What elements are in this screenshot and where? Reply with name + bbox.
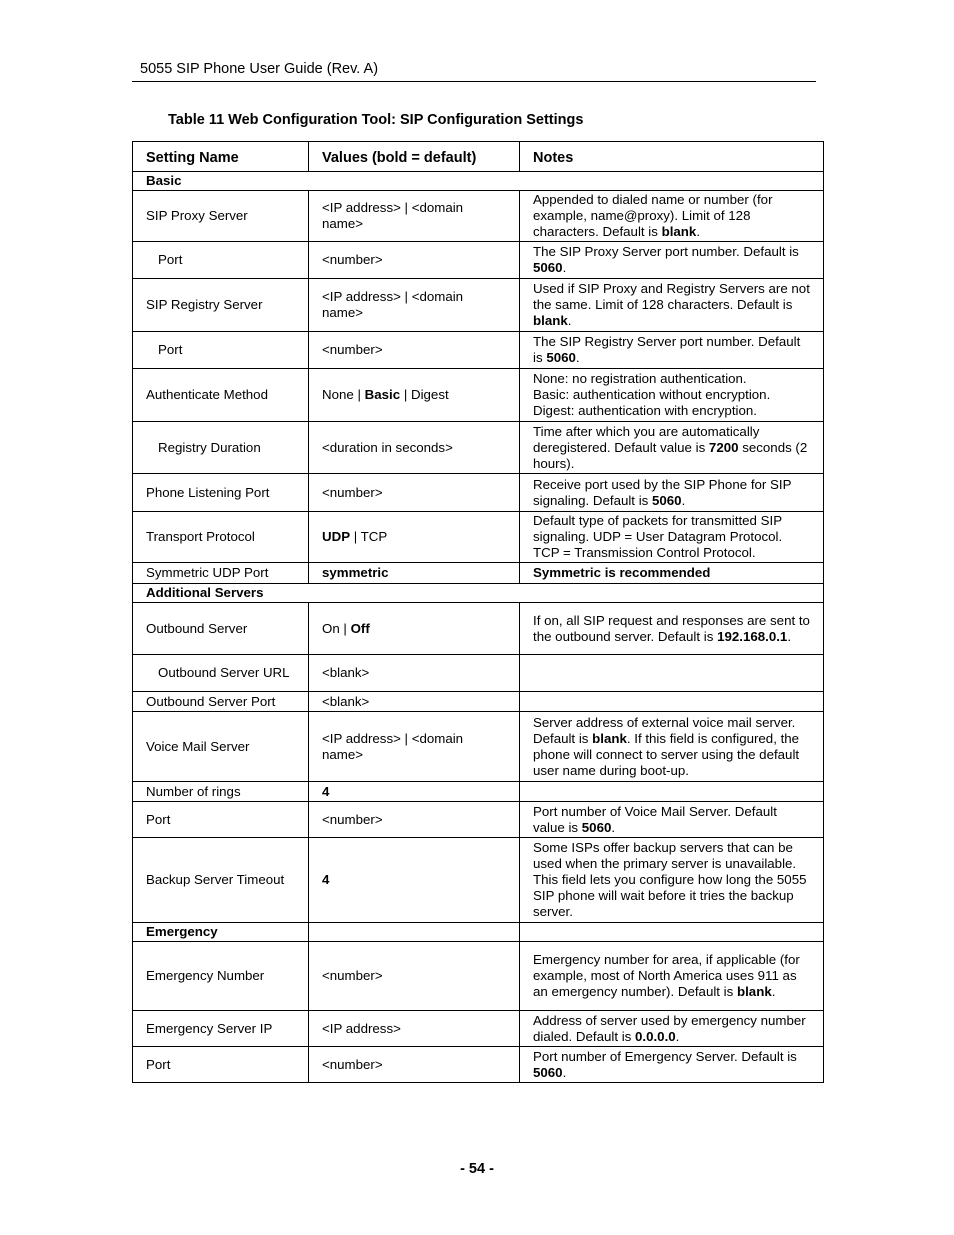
setting-name-cell: Registry Duration bbox=[133, 422, 309, 474]
setting-name-cell: SIP Proxy Server bbox=[133, 191, 309, 242]
setting-notes-cell: Receive port used by the SIP Phone for SIP signaling. Default is 5060. bbox=[520, 474, 824, 512]
section-row bbox=[133, 584, 824, 603]
empty-cell bbox=[520, 923, 824, 942]
section-title: Basic bbox=[133, 172, 824, 191]
setting-notes-cell: Used if SIP Proxy and Registry Servers are not the same. Limit of 128 characters. Default is blank. bbox=[520, 279, 824, 332]
table-body bbox=[133, 172, 824, 1083]
table-row bbox=[133, 512, 824, 563]
setting-name-cell: Outbound Server URL bbox=[133, 655, 309, 692]
bold-default-value: UDP bbox=[322, 529, 351, 544]
setting-name-cell: Outbound Server Port bbox=[133, 692, 309, 712]
setting-name-cell: Outbound Server bbox=[133, 603, 309, 655]
bold-default-value: blank bbox=[533, 313, 568, 328]
bold-default-value: 192.168.0.1 bbox=[717, 628, 788, 644]
setting-value-cell bbox=[309, 782, 520, 802]
table-row bbox=[133, 563, 824, 584]
setting-name-cell: SIP Registry Server bbox=[133, 279, 309, 332]
bold-default-value: 4 bbox=[322, 872, 330, 887]
setting-value-cell: <number> bbox=[309, 1047, 520, 1083]
setting-value-cell: <number> bbox=[309, 942, 520, 1011]
setting-notes-cell: Server address of external voice mail server. Default is blank. If this field is configured, the phone will connect to server using the default user name during boot-up. bbox=[520, 712, 824, 782]
setting-value-cell: <number> bbox=[309, 332, 520, 369]
section-row bbox=[133, 923, 824, 942]
table-row bbox=[133, 655, 824, 692]
table-row bbox=[133, 692, 824, 712]
bold-default-value: blank bbox=[592, 730, 627, 746]
setting-value-cell: <blank> bbox=[309, 655, 520, 692]
bold-default-value: 5060 bbox=[546, 350, 576, 365]
table-row bbox=[133, 603, 824, 655]
setting-name-cell: Emergency Number bbox=[133, 942, 309, 1011]
setting-value-cell: On | Off bbox=[309, 603, 520, 655]
setting-notes-cell: None: no registration authentication. Basic: authentication without encryption. Digest: authentication with encryption. bbox=[520, 369, 824, 422]
table-row bbox=[133, 802, 824, 838]
page-header-title: 5055 SIP Phone User Guide (Rev. A) bbox=[140, 61, 379, 77]
setting-notes-cell: Appended to dialed name or number (for example, name@proxy). Limit of 128 characters. Default is blank. bbox=[520, 191, 824, 242]
setting-name-cell: Transport Protocol bbox=[133, 512, 309, 563]
setting-value-cell: <IP address> | <domain name> bbox=[309, 279, 520, 332]
setting-notes-cell: Time after which you are automatically deregistered. Default value is 7200 seconds (2 hours). bbox=[520, 422, 824, 474]
section-row bbox=[133, 172, 824, 191]
table-row bbox=[133, 1011, 824, 1047]
table-row bbox=[133, 474, 824, 512]
table-row bbox=[133, 712, 824, 782]
setting-name-cell: Authenticate Method bbox=[133, 369, 309, 422]
table-caption: Table 11 Web Configuration Tool: SIP Configuration Settings bbox=[168, 112, 584, 128]
setting-notes-cell: Default type of packets for transmitted SIP signaling. UDP = User Datagram Protocol. TCP = Transmission Control Protocol. bbox=[520, 512, 824, 563]
bold-default-value: 5060 bbox=[652, 492, 682, 508]
setting-value-cell: <IP address> | <domain name> bbox=[309, 712, 520, 782]
setting-name-cell: Backup Server Timeout bbox=[133, 838, 309, 923]
table-row bbox=[133, 1047, 824, 1083]
header-rule bbox=[132, 81, 816, 82]
setting-notes-cell: Emergency number for area, if applicable (for example, most of North America uses 911 as an emergency number). Default is blank. bbox=[520, 942, 824, 1011]
table-row bbox=[133, 332, 824, 369]
bold-default-value: 7200 bbox=[708, 439, 739, 455]
setting-value-cell: UDP | TCP bbox=[309, 512, 520, 563]
setting-value-cell: <number> bbox=[309, 474, 520, 512]
setting-value-cell: <IP address> bbox=[309, 1011, 520, 1047]
table-row bbox=[133, 942, 824, 1011]
bold-default-value: 5060 bbox=[533, 260, 563, 275]
table-header-row bbox=[133, 142, 824, 172]
bold-default-value: blank bbox=[661, 224, 697, 239]
bold-default-value: 5060 bbox=[533, 1064, 563, 1080]
page-number: - 54 - bbox=[460, 1161, 494, 1177]
column-header-notes: Notes bbox=[520, 142, 824, 172]
setting-notes-cell: The SIP Proxy Server port number. Default is 5060. bbox=[520, 242, 824, 279]
bold-default-value: Off bbox=[350, 620, 370, 636]
setting-name-cell: Port bbox=[133, 242, 309, 279]
setting-notes-cell: Address of server used by emergency number dialed. Default is 0.0.0.0. bbox=[520, 1011, 824, 1047]
setting-notes-cell: If on, all SIP request and responses are sent to the outbound server. Default is 192.168.0.1. bbox=[520, 603, 824, 655]
bold-default-value: symmetric bbox=[322, 565, 389, 580]
setting-notes-cell: Port number of Emergency Server. Default is 5060. bbox=[520, 1047, 824, 1083]
column-header-setting-name: Setting Name bbox=[133, 142, 309, 172]
table-row bbox=[133, 191, 824, 242]
setting-name-cell: Number of rings bbox=[133, 782, 309, 802]
setting-name-cell: Phone Listening Port bbox=[133, 474, 309, 512]
setting-notes-cell bbox=[520, 782, 824, 802]
bold-default-value: Symmetric is recommended bbox=[533, 565, 711, 580]
setting-name-cell: Port bbox=[133, 802, 309, 838]
setting-value-cell bbox=[309, 563, 520, 584]
setting-value-cell: <number> bbox=[309, 242, 520, 279]
table-row bbox=[133, 369, 824, 422]
setting-value-cell: <number> bbox=[309, 802, 520, 838]
table-row bbox=[133, 838, 824, 923]
setting-notes-cell bbox=[520, 563, 824, 584]
setting-name-cell: Port bbox=[133, 1047, 309, 1083]
setting-value-cell: <blank> bbox=[309, 692, 520, 712]
bold-default-value: 4 bbox=[322, 783, 330, 799]
section-title: Emergency bbox=[133, 923, 309, 942]
setting-value-cell bbox=[309, 838, 520, 923]
table-row bbox=[133, 422, 824, 474]
setting-notes-cell bbox=[520, 692, 824, 712]
setting-name-cell: Port bbox=[133, 332, 309, 369]
setting-value-cell: <IP address> | <domain name> bbox=[309, 191, 520, 242]
bold-default-value: Basic bbox=[364, 387, 401, 402]
empty-cell bbox=[309, 923, 520, 942]
table-row bbox=[133, 279, 824, 332]
setting-notes-cell: Some ISPs offer backup servers that can be used when the primary server is unavailable. This field lets you configure how long the 5055 SIP phone will wait before it tries the backup server. bbox=[520, 838, 824, 923]
section-title: Additional Servers bbox=[133, 584, 824, 603]
bold-default-value: 0.0.0.0 bbox=[635, 1028, 676, 1044]
setting-name-cell: Emergency Server IP bbox=[133, 1011, 309, 1047]
sip-settings-table bbox=[132, 141, 824, 1083]
column-header-values: Values (bold = default) bbox=[309, 142, 520, 172]
table-row bbox=[133, 782, 824, 802]
setting-name-cell: Symmetric UDP Port bbox=[133, 563, 309, 584]
setting-value-cell: <duration in seconds> bbox=[309, 422, 520, 474]
bold-default-value: blank bbox=[736, 984, 772, 999]
setting-name-cell: Voice Mail Server bbox=[133, 712, 309, 782]
bold-default-value: 5060 bbox=[581, 819, 612, 835]
setting-notes-cell: Port number of Voice Mail Server. Default value is 5060. bbox=[520, 802, 824, 838]
table-row bbox=[133, 242, 824, 279]
setting-notes-cell: The SIP Registry Server port number. Default is 5060. bbox=[520, 332, 824, 369]
setting-notes-cell bbox=[520, 655, 824, 692]
setting-value-cell: None | Basic | Digest bbox=[309, 369, 520, 422]
